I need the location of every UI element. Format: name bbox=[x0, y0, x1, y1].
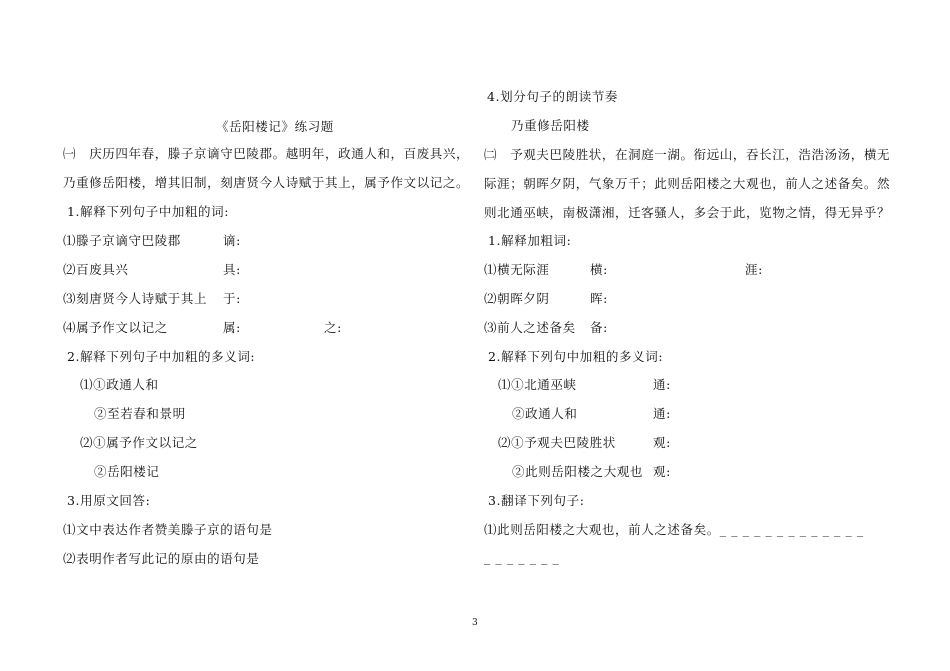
left-q1-item-sentence: ⑶刻唐贤今人诗赋于其上 bbox=[63, 291, 208, 306]
q4-sentence: 乃重修岳阳楼 bbox=[511, 118, 590, 133]
left-question-1: 1.解释下列句子中加粗的词: bbox=[67, 204, 230, 219]
worksheet-title: 《岳阳楼记》练习题 bbox=[216, 119, 334, 134]
translation-line-2: _ _ _ _ _ _ _ bbox=[484, 550, 560, 565]
right-q1-item-word: 横: bbox=[590, 262, 608, 277]
left-q2-item: ②岳阳楼记 bbox=[94, 464, 160, 479]
left-q1-item-word-2: 之: bbox=[324, 320, 342, 335]
left-q3-item: ⑵表明作者写此记的原由的语句是 bbox=[63, 551, 260, 566]
right-q1-item-word-2: 涯: bbox=[745, 262, 763, 277]
right-question-2: 2.解释下列句中加粗的多义词: bbox=[488, 349, 664, 364]
left-q3-item: ⑴文中表达作者赞美滕子京的语句是 bbox=[63, 522, 273, 537]
left-q1-item-sentence: ⑵百废具兴 bbox=[63, 262, 129, 277]
left-q2-item: ②至若春和景明 bbox=[94, 406, 186, 421]
passage-1-line-2: 乃重修岳阳楼，增其旧制，刻唐贤今人诗赋于其上，属予作文以记之。 bbox=[63, 175, 470, 190]
page-number: 3 bbox=[472, 618, 478, 628]
left-question-2: 2.解释下列句子中加粗的多义词: bbox=[67, 349, 256, 364]
right-q2-item-sentence: ⑴①北通巫峡 bbox=[498, 377, 577, 392]
right-q2-item-word: 观: bbox=[653, 435, 671, 450]
left-q1-item-word: 具: bbox=[223, 262, 241, 277]
left-q1-item-sentence: ⑷属予作文以记之 bbox=[63, 320, 168, 335]
translation-line-1: ⑴此则岳阳楼之大观也，前人之述备矣。_ _ _ _ _ _ _ _ _ _ _ _ _ bbox=[484, 522, 864, 537]
right-q2-item-word: 通: bbox=[653, 377, 671, 392]
passage-1-line-1: ㈠ 庆历四年春，滕子京谪守巴陵郡。越明年，政通人和，百废具兴， bbox=[63, 146, 470, 161]
right-question-3: 3.翻译下列句子: bbox=[488, 493, 585, 508]
right-q1-item-word: 备: bbox=[590, 320, 608, 335]
right-q1-item-sentence: ⑵朝晖夕阴 bbox=[484, 291, 550, 306]
passage-2-line-3: 则北通巫峡，南极潇湘，迁客骚人，多会于此，览物之情，得无异乎？ bbox=[484, 205, 891, 220]
right-q2-item-sentence: ⑵①予观夫巴陵胜状 bbox=[498, 435, 616, 450]
left-q2-item: ⑵①属予作文以记之 bbox=[80, 435, 198, 450]
left-question-3: 3.用原文回答: bbox=[67, 493, 151, 508]
right-q1-item-word: 晖: bbox=[590, 291, 608, 306]
left-q1-item-word: 谪: bbox=[223, 233, 241, 248]
passage-2-line-1: ㈡ 予观夫巴陵胜状，在洞庭一湖。衔远山，吞长江，浩浩汤汤，横无 bbox=[484, 147, 891, 162]
right-q2-item-sentence: ②此则岳阳楼之大观也 bbox=[512, 464, 644, 479]
right-q1-item-sentence: ⑶前人之述备矣 bbox=[484, 320, 576, 335]
left-q1-item-sentence: ⑴滕子京谪守巴陵郡 bbox=[63, 233, 181, 248]
passage-2-line-2: 际涯；朝晖夕阴，气象万千；此则岳阳楼之大观也，前人之述备矣。然 bbox=[484, 176, 891, 191]
right-q2-item-word: 观: bbox=[653, 464, 671, 479]
right-q2-item-sentence: ②政通人和 bbox=[512, 406, 578, 421]
right-q1-item-sentence: ⑴横无际涯 bbox=[484, 262, 550, 277]
left-q1-item-word: 属: bbox=[223, 320, 241, 335]
right-question-4: 4.划分句子的朗读节奏 bbox=[487, 89, 619, 104]
left-q1-item-word: 于: bbox=[223, 291, 241, 306]
right-q2-item-word: 通: bbox=[653, 406, 671, 421]
left-q2-item: ⑴①政通人和 bbox=[80, 377, 159, 392]
right-question-1: 1.解释加粗词: bbox=[488, 233, 572, 248]
